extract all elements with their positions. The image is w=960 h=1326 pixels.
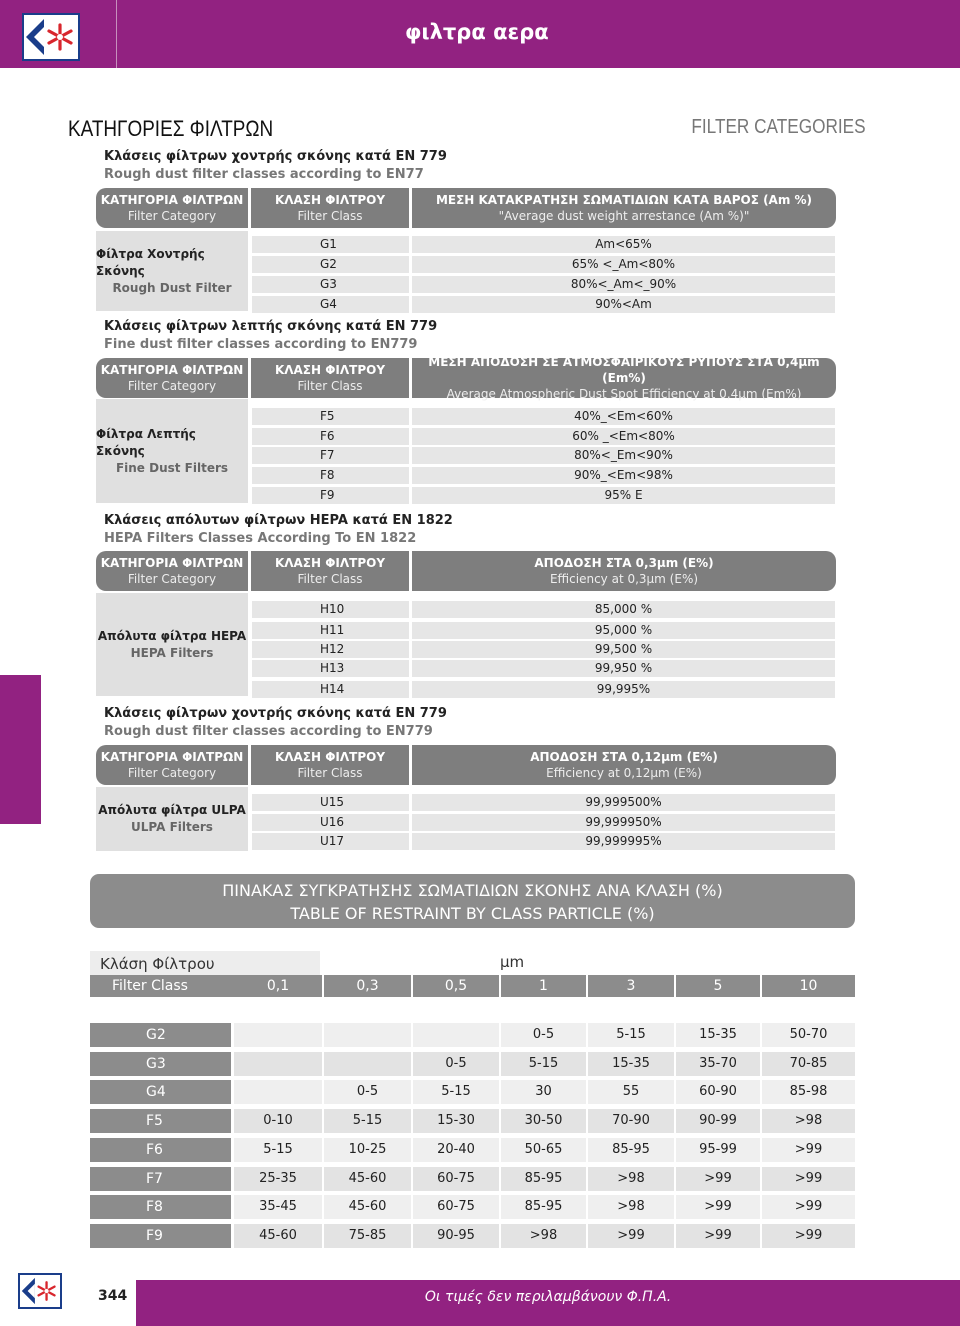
class-value: Am<65%: [412, 236, 835, 253]
header-col2: [251, 188, 412, 228]
restraint-cell: 5-15: [501, 1052, 586, 1076]
restraint-cell: 75-85: [324, 1224, 411, 1248]
category-gr: Φίλτρα Λεπτής Σκόνης: [96, 426, 196, 458]
page-title-en: FILTER CATEGORIES: [691, 116, 866, 138]
restraint-cell: [234, 1080, 322, 1104]
filter-class: G2: [252, 256, 409, 273]
restraint-cell: 30: [501, 1080, 586, 1104]
restraint-cell: 70-85: [762, 1052, 855, 1076]
restraint-title-en: TABLE OF RESTRAINT BY CLASS PARTICLE (%): [290, 904, 655, 923]
class-value: 99,950 %: [412, 660, 835, 677]
restraint-cell: >99: [588, 1224, 674, 1248]
footer-bar: [136, 1280, 960, 1326]
header-col2-gr: ΚΛΑΣΗ ΦΙΛΤΡΟΥ: [274, 556, 386, 570]
brand-logo-icon: [24, 15, 78, 59]
restraint-cell: [234, 1052, 322, 1076]
restraint-cell: 85-95: [501, 1195, 586, 1219]
restraint-cell: 60-75: [413, 1195, 499, 1219]
restraint-cell: 50-65: [501, 1138, 586, 1162]
restraint-cell: 50-70: [762, 1023, 855, 1047]
class-value: 40%_<Em<60%: [412, 408, 835, 425]
class-value: 90%_<Em<98%: [412, 467, 835, 484]
filter-class: F5: [252, 408, 409, 425]
filter-class: H10: [252, 601, 409, 618]
section-heading: [104, 148, 447, 184]
header-col1: [96, 358, 251, 398]
footer-logo: [18, 1273, 62, 1309]
category-en: ULPA Filters: [131, 820, 213, 834]
logo-area: [0, 0, 117, 68]
restraint-cell: >99: [762, 1138, 855, 1162]
restraint-cell: 35-45: [234, 1195, 322, 1219]
restraint-cell: >98: [501, 1224, 586, 1248]
filter-class: G4: [252, 296, 409, 313]
category-cell: [96, 787, 248, 851]
header-col1-gr: ΚΑΤΗΓΟΡΙΑ ΦΙΛΤΡΩΝ: [100, 363, 244, 377]
category-gr: Απόλυτα φίλτρα ULPA: [98, 803, 246, 817]
header-col1: [96, 551, 251, 591]
section-heading: [104, 705, 447, 741]
top-bar: [0, 0, 960, 68]
header-col3: [412, 745, 836, 785]
restraint-cell: 85-95: [501, 1167, 586, 1191]
particle-size-header: 10: [762, 975, 855, 997]
filter-class: G1: [252, 236, 409, 253]
particle-size-header: 0,3: [324, 975, 411, 997]
section-heading-en: Rough dust filter classes according to EN77: [104, 167, 424, 182]
header-col3-en: "Average dust weight arrestance (Am %)": [498, 209, 750, 223]
restraint-cell: 90-95: [413, 1224, 499, 1248]
filter-class-label-gr: Κλάση Φίλτρου: [100, 955, 215, 973]
section-header-bar: [96, 355, 836, 401]
restraint-cell: 95-99: [676, 1138, 760, 1162]
header-col2-gr: ΚΛΑΣΗ ΦΙΛΤΡΟΥ: [274, 750, 386, 764]
particle-size-header: 0,5: [413, 975, 499, 997]
restraint-cell: >98: [588, 1167, 674, 1191]
filter-class: U16: [252, 814, 409, 831]
restraint-cell: 5-15: [234, 1138, 322, 1162]
section-heading: [104, 318, 437, 354]
header-col2-en: Filter Class: [297, 209, 363, 223]
page-number: 344: [98, 1288, 128, 1304]
header-col1-en: Filter Category: [127, 379, 217, 393]
header-col2: [251, 745, 412, 785]
header-col3: [412, 551, 836, 591]
category-en: HEPA Filters: [130, 645, 214, 660]
header-col1: [96, 745, 251, 785]
restraint-cell: 20-40: [413, 1138, 499, 1162]
restraint-cell: 70-90: [588, 1109, 674, 1133]
restraint-cell: 45-60: [234, 1224, 322, 1248]
brand-logo: [22, 13, 80, 61]
class-value: 60% _<Em<80%: [412, 428, 835, 445]
particle-size-header: 0,1: [234, 975, 322, 997]
class-value: 95% E: [412, 487, 835, 504]
header-col3: [412, 188, 836, 228]
header-col2: [251, 551, 412, 591]
filter-class: H13: [252, 660, 409, 677]
class-value: 99,999500%: [412, 794, 835, 811]
restraint-cell: [324, 1052, 411, 1076]
header-col2-gr: ΚΛΑΣΗ ΦΙΛΤΡΟΥ: [274, 193, 386, 207]
restraint-row-class: G2: [90, 1023, 231, 1047]
restraint-cell: >99: [676, 1195, 760, 1219]
header-col2-en: Filter Class: [297, 379, 363, 393]
restraint-row-class: G3: [90, 1052, 231, 1076]
filter-class: F7: [252, 447, 409, 464]
filter-class: F9: [252, 487, 409, 504]
restraint-cell: 10-25: [324, 1138, 411, 1162]
restraint-row-class: F9: [90, 1224, 231, 1248]
restraint-cell: >99: [762, 1167, 855, 1191]
restraint-cell: 15-35: [676, 1023, 760, 1047]
category-gr: Φίλτρα Χοντρής Σκόνης: [96, 246, 205, 278]
restraint-cell: 45-60: [324, 1195, 411, 1219]
restraint-cell: 5-15: [324, 1109, 411, 1133]
restraint-cell: 85-95: [588, 1138, 674, 1162]
restraint-cell: >98: [588, 1195, 674, 1219]
category-gr: Απόλυτα φίλτρα HEPA: [97, 628, 247, 643]
section-heading-en: Fine dust filter classes according to EN779: [104, 337, 418, 352]
header-col1: [96, 188, 251, 228]
header-col1-gr: ΚΑΤΗΓΟΡΙΑ ΦΙΛΤΡΩΝ: [100, 193, 244, 207]
section-header-bar: [96, 188, 836, 228]
restraint-cell: >99: [762, 1195, 855, 1219]
section-heading-en: HEPA Filters Classes According To EN 1822: [104, 531, 417, 546]
section-heading-gr: Κλάσεις φίλτρων χοντρής σκόνης κατά EN 779: [104, 149, 447, 164]
header-col3-en: Average Atmospheric Dust Spot Efficiency at 0,4μm (Em%): [446, 387, 802, 401]
page-title: ΚΑΤΗΓΟΡΙΕΣ ΦΙΛΤΡΩΝ: [68, 116, 274, 141]
category-cell: [96, 399, 248, 503]
restraint-title-gr: ΠΙΝΑΚΑΣ ΣΥΓΚΡΑΤΗΣΗΣ ΣΩΜΑΤΙΔΙΩΝ ΣΚΟΝΗΣ ΑΝΑ ΚΛΑΣΗ (%): [222, 881, 723, 900]
restraint-cell: 55: [588, 1080, 674, 1104]
category-cell: [96, 231, 248, 311]
class-value: 85,000 %: [412, 601, 835, 618]
filter-class: U17: [252, 833, 409, 850]
section-heading: [104, 512, 453, 548]
restraint-cell: 60-90: [676, 1080, 760, 1104]
footer-logo-icon: [20, 1275, 60, 1307]
filter-class: H11: [252, 622, 409, 639]
restraint-cell: 15-35: [588, 1052, 674, 1076]
restraint-row-class: F5: [90, 1109, 231, 1133]
restraint-row-class: F6: [90, 1138, 231, 1162]
restraint-cell: 0-10: [234, 1109, 322, 1133]
unit-label: μm: [500, 953, 525, 971]
restraint-cell: [324, 1023, 411, 1047]
header-col3-gr: ΜΕΣΗ ΚΑΤΑΚΡΑΤΗΣΗ ΣΩΜΑΤΙΔΙΩΝ ΚΑΤΑ ΒΑΡΟΣ (Am %): [435, 193, 813, 207]
section-heading-gr: Κλάσεις απόλυτων φίλτρων HEPA κατά EN 1822: [104, 513, 453, 528]
restraint-cell: 5-15: [588, 1023, 674, 1047]
restraint-cell: >99: [762, 1224, 855, 1248]
header-col2-gr: ΚΛΑΣΗ ΦΙΛΤΡΟΥ: [274, 363, 386, 377]
section-heading-gr: Κλάσεις φίλτρων λεπτής σκόνης κατά EN 779: [104, 319, 438, 334]
category-en: Rough Dust Filter: [112, 280, 232, 295]
restraint-cell: 0-5: [324, 1080, 411, 1104]
class-value: 90%<Am: [412, 296, 835, 313]
filter-class: F8: [252, 467, 409, 484]
header-col3-en: Efficiency at 0,12μm (E%): [546, 766, 702, 780]
restraint-cell: >98: [762, 1109, 855, 1133]
class-value: 65% <_Am<80%: [412, 256, 835, 273]
footer-note: Οι τιμές δεν περιλαμβάνουν Φ.Π.Α.: [424, 1289, 672, 1305]
class-value: 80%<_Em<90%: [412, 447, 835, 464]
restraint-cell: 5-15: [413, 1080, 499, 1104]
section-header-bar: [96, 745, 836, 785]
section-header-bar: [96, 551, 836, 591]
restraint-row-class: F8: [90, 1195, 231, 1219]
restraint-cell: >99: [676, 1167, 760, 1191]
restraint-cell: 90-99: [676, 1109, 760, 1133]
class-value: 99,999995%: [412, 833, 835, 850]
class-value: 99,500 %: [412, 641, 835, 658]
class-value: 80%<_Am<_90%: [412, 276, 835, 293]
class-value: 99,995%: [412, 681, 835, 698]
class-value: 95,000 %: [412, 622, 835, 639]
restraint-cell: 15-30: [413, 1109, 499, 1133]
particle-size-header: 3: [588, 975, 674, 997]
restraint-table-title: [90, 874, 855, 928]
restraint-cell: [413, 1023, 499, 1047]
filter-class: F6: [252, 428, 409, 445]
header-col3-gr: ΑΠΟΔΟΣΗ ΣΤΑ 0,12μm (E%): [530, 750, 718, 764]
restraint-cell: 25-35: [234, 1167, 322, 1191]
restraint-cell: 30-50: [501, 1109, 586, 1133]
filter-class-label-en: Filter Class: [90, 975, 322, 997]
restraint-row-class: F7: [90, 1167, 231, 1191]
restraint-cell: [234, 1023, 322, 1047]
restraint-cell: 45-60: [324, 1167, 411, 1191]
header-col1-en: Filter Category: [127, 572, 217, 586]
filter-class: H14: [252, 681, 409, 698]
header-col3-en: Efficiency at 0,3μm (E%): [549, 572, 699, 586]
restraint-row-class: G4: [90, 1080, 231, 1104]
particle-size-header: 1: [501, 975, 586, 997]
header-col2: [251, 358, 412, 398]
header-col3: [412, 355, 836, 401]
filter-class: U15: [252, 794, 409, 811]
restraint-cell: 85-98: [762, 1080, 855, 1104]
side-tab: [0, 675, 41, 824]
header-col1-gr: ΚΑΤΗΓΟΡΙΑ ΦΙΛΤΡΩΝ: [100, 750, 244, 764]
header-col2-en: Filter Class: [297, 572, 363, 586]
filter-class: G3: [252, 276, 409, 293]
category-en: Fine Dust Filters: [115, 460, 229, 475]
restraint-cell: 35-70: [676, 1052, 760, 1076]
header-col3-gr: ΜΕΣΗ ΑΠΟΔΟΣΗ ΣΕ ΑΤΜΟΣΦΑΙΡΙΚΟΥΣ ΡΥΠΟΥΣ ΣΤΑ 0,4μm (Em%): [428, 355, 820, 385]
header-col1-gr: ΚΑΤΗΓΟΡΙΑ ΦΙΛΤΡΩΝ: [100, 556, 244, 570]
particle-size-header: 5: [676, 975, 760, 997]
header-col2-en: Filter Class: [297, 766, 363, 780]
header-col3-gr: ΑΠΟΔΟΣΗ ΣΤΑ 0,3μm (E%): [534, 556, 714, 570]
section-heading-en: Rough dust filter classes according to EN779: [104, 724, 433, 739]
header-col1-en: Filter Category: [127, 209, 217, 223]
category-cell: [96, 593, 248, 696]
restraint-cell: 0-5: [413, 1052, 499, 1076]
restraint-cell: >99: [676, 1224, 760, 1248]
header-col1-en: Filter Category: [127, 766, 217, 780]
restraint-cell: 0-5: [501, 1023, 586, 1047]
filter-class: H12: [252, 641, 409, 658]
section-heading-gr: Κλάσεις φίλτρων χοντρής σκόνης κατά EN 779: [104, 706, 447, 721]
class-value: 99,999950%: [412, 814, 835, 831]
header-title: φιλτρα αερα: [405, 20, 549, 44]
restraint-cell: 60-75: [413, 1167, 499, 1191]
